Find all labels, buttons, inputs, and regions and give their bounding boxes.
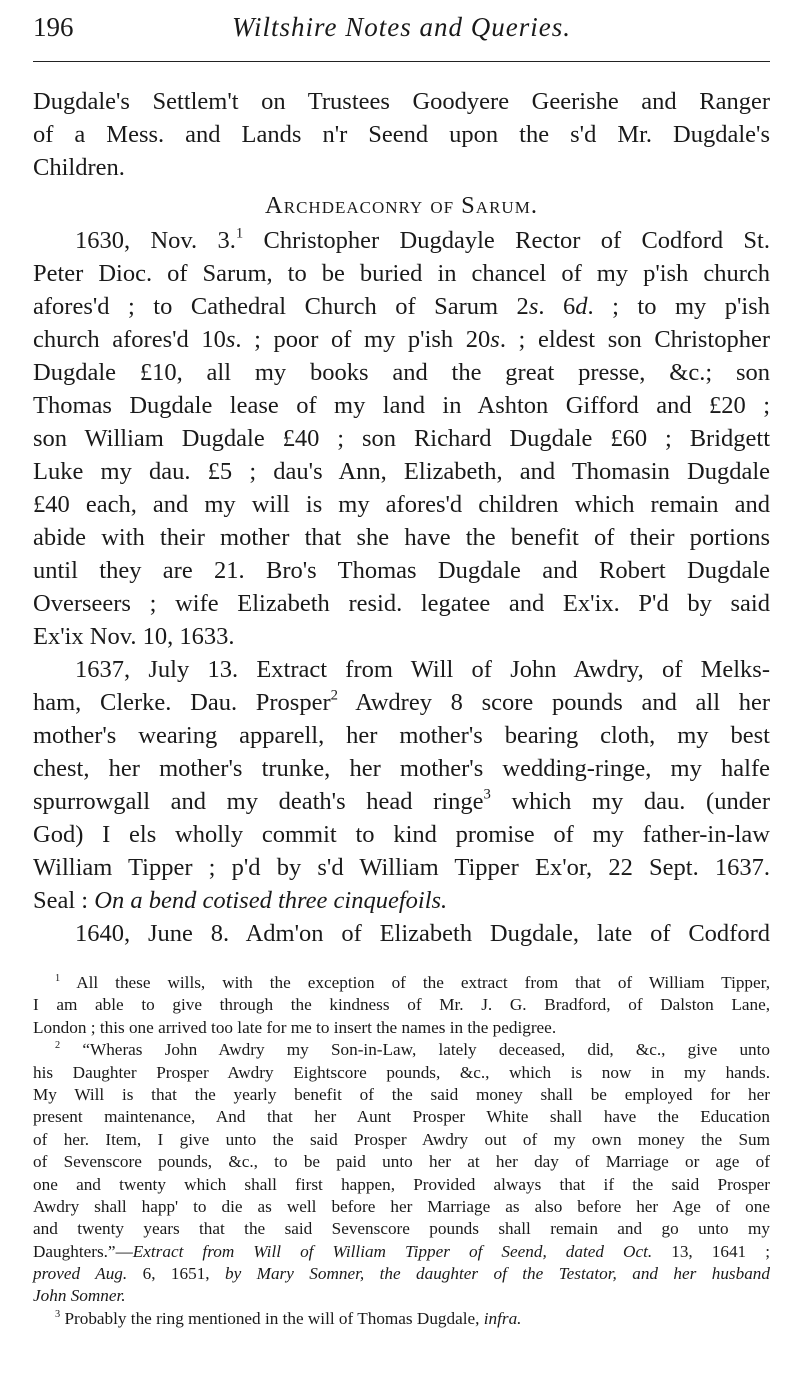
footnotes <box>33 972 770 1330</box>
text-run: and twenty years that the said Sevenscore pounds shall remain and go unto my <box>33 1219 770 1239</box>
text-run: chest, her mother's trunke, her mother's wedding-ringe, my halfe <box>33 755 770 782</box>
text-run: London ; this one arrived too late for me to insert the names in the pedigree. <box>33 1017 557 1037</box>
footnote-marker: 1 <box>235 225 244 242</box>
page-number: 196 <box>33 12 74 42</box>
text-run: “Wheras John Awdry my Son-in-Law, lately deceased, did, &c., give unto <box>60 1040 770 1060</box>
text-run: 1640, June 8. Adm'on of Elizabeth Dugdale, late of Codford <box>75 920 770 947</box>
footnote-line <box>33 1196 770 1218</box>
text-run: son William Dugdale £40 ; son Richard Dugdale £60 ; Bridgett <box>33 425 770 452</box>
text-run: 1637, July 13. Extract from Will of John Awdry, of Melks- <box>75 656 770 683</box>
italic-text: infra. <box>483 1308 522 1328</box>
text-line <box>33 818 770 851</box>
text-run: church afores'd 10 <box>33 326 226 353</box>
text-line <box>33 686 770 719</box>
italic-text: On a bend cotised three cinquefoils. <box>94 887 448 914</box>
italic-text: John Somner. <box>33 1286 126 1306</box>
text-line <box>33 118 770 151</box>
footnote-line <box>33 972 770 994</box>
text-run: afores'd ; to Cathedral Church of Sarum 2 <box>33 293 529 320</box>
text-run: his Daughter Prosper Awdry Eightscore pounds, &c., which is now in my hands. <box>33 1062 770 1082</box>
text-line <box>33 290 770 323</box>
italic-text: s <box>225 326 236 353</box>
text-line <box>33 356 770 389</box>
text-line <box>33 554 770 587</box>
text-run: Dugdale £10, all my books and the great presse, &c.; son <box>33 359 770 386</box>
text-run: 1630, Nov. 3. <box>75 227 236 254</box>
text-run: Awdry shall happ' to die as well before her Marriage as also before her Age of one <box>33 1196 770 1216</box>
running-title: Wiltshire Notes and Queries. <box>232 12 571 42</box>
main-text <box>33 85 770 950</box>
text-run: of Sevenscore pounds, &c., to be paid unto her at her day of Marriage or age of <box>33 1152 770 1172</box>
italic-text: proved Aug. <box>33 1264 128 1284</box>
footnote-line <box>33 1151 770 1173</box>
italic-text: s <box>528 293 539 320</box>
text-line <box>33 719 770 752</box>
footnote-marker: 1 <box>55 972 61 984</box>
text-run: Archdeaconry of Sarum. <box>265 192 538 219</box>
text-run: All these wills, with the exception of the extract from that of William Tipper, <box>60 973 770 992</box>
text-run: 6, 1651, <box>127 1264 225 1284</box>
footnote-marker: 3 <box>55 1308 61 1320</box>
footnote-line <box>33 1218 770 1240</box>
text-line <box>33 389 770 422</box>
text-line <box>33 587 770 620</box>
text-line <box>33 521 770 554</box>
text-run: which my dau. (under <box>490 788 770 815</box>
running-header <box>33 12 770 48</box>
text-run: ham, Clerke. Dau. Prosper <box>33 689 331 716</box>
header-rule <box>33 61 770 62</box>
footnote-line <box>33 1129 770 1151</box>
footnote-line <box>33 1241 770 1263</box>
text-line <box>33 224 770 257</box>
text-line <box>33 151 770 184</box>
text-run: Ex'ix Nov. 10, 1633. <box>33 623 235 650</box>
footnote-line <box>33 1017 770 1039</box>
text-run: Children. <box>33 154 125 181</box>
footnote-line <box>33 994 770 1016</box>
text-run: . ; poor of my p'ish 20 <box>235 326 491 353</box>
italic-text: Extract from Will of William Tipper of Seend, dated Oct. <box>132 1241 653 1261</box>
text-run: abide with their mother that she have the benefit of their portions <box>33 524 770 551</box>
text-run: . 6 <box>538 293 576 320</box>
text-run: Luke my dau. £5 ; dau's Ann, Elizabeth, and Thomasin Dugdale <box>33 458 770 485</box>
italic-text: d <box>575 293 588 320</box>
text-line <box>33 488 770 521</box>
italic-text: s <box>490 326 500 353</box>
text-run: William Tipper ; p'd by s'd William Tipper Ex'or, 22 Sept. 1637. <box>33 854 770 881</box>
text-run: Overseers ; wife Elizabeth resid. legatee and Ex'ix. P'd by said <box>33 590 770 617</box>
text-run: Awdrey 8 score pounds and all her <box>337 689 770 716</box>
section-heading <box>33 184 770 224</box>
text-line <box>33 917 770 950</box>
footnote-marker: 2 <box>55 1039 61 1051</box>
text-run: . ; to my p'ish <box>587 293 770 320</box>
text-line <box>33 85 770 118</box>
footnote-marker: 2 <box>330 687 338 704</box>
text-run: spurrowgall and my death's head ringe <box>33 788 484 815</box>
text-run: £40 each, and my will is my afores'd children which remain and <box>33 491 770 518</box>
text-line <box>33 752 770 785</box>
text-run: Thomas Dugdale lease of my land in Ashton Gifford and £20 ; <box>33 392 770 419</box>
text-run: My Will is that the yearly benefit of the said money shall be employed for her <box>33 1084 770 1104</box>
text-line <box>33 422 770 455</box>
text-line <box>33 257 770 290</box>
footnote-line <box>33 1285 770 1307</box>
text-line <box>33 851 770 884</box>
text-run: of a Mess. and Lands n'r Seend upon the s'd Mr. Dugdale's <box>33 121 770 148</box>
footnote-line <box>33 1106 770 1128</box>
footnote-line <box>33 1062 770 1084</box>
text-run: present maintenance, And that her Aunt Prosper White shall have the Education <box>33 1107 770 1127</box>
text-run: Dugdale's Settlem't on Trustees Goodyere Geerishe and Ranger <box>33 88 770 115</box>
text-run: Probably the ring mentioned in the will of Thomas Dugdale, <box>60 1308 484 1328</box>
text-run: 13, 1641 ; <box>652 1241 770 1261</box>
text-run: God) I els wholly commit to kind promise of my father-in-law <box>33 821 770 848</box>
text-run: . ; eldest son Christopher <box>499 326 770 353</box>
footnote-line <box>33 1308 770 1330</box>
footnote-line <box>33 1174 770 1196</box>
text-run: mother's wearing apparell, her mother's bearing cloth, my best <box>33 722 770 749</box>
italic-text: by Mary Somner, the daughter of the Testator, and her husband <box>225 1264 770 1284</box>
text-line <box>33 620 770 653</box>
text-run: Seal : <box>33 887 95 914</box>
text-line <box>33 653 770 686</box>
text-run: Daughters.”— <box>33 1241 133 1261</box>
footnote-marker: 3 <box>483 786 491 803</box>
footnote-line <box>33 1084 770 1106</box>
text-line <box>33 323 770 356</box>
text-line <box>33 884 770 917</box>
text-run: of her. Item, I give unto the said Prosper Awdry out of my own money the Sum <box>33 1129 770 1149</box>
footnote-line <box>33 1263 770 1285</box>
text-run: Peter Dioc. of Sarum, to be buried in chancel of my p'ish church <box>33 260 770 287</box>
text-run: I am able to give through the kindness of Mr. J. G. Bradford, of Dalston Lane, <box>33 995 770 1015</box>
text-line <box>33 785 770 818</box>
text-run: one and twenty which shall first happen, Provided always that if the said Prosper <box>33 1174 770 1194</box>
text-line <box>33 455 770 488</box>
text-run: Christopher Dugdayle Rector of Codford St. <box>243 227 770 254</box>
footnote-line <box>33 1039 770 1061</box>
text-run: until they are 21. Bro's Thomas Dugdale and Robert Dugdale <box>33 557 770 584</box>
